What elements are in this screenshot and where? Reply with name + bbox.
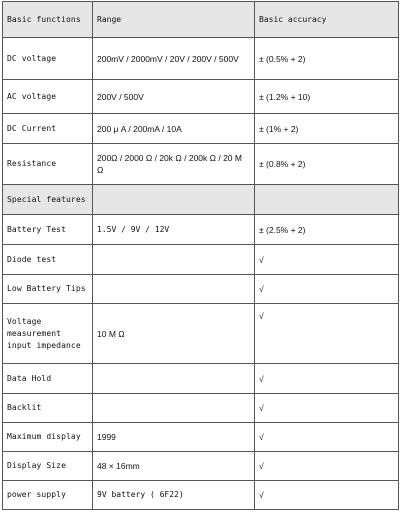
range-cell: 200 μ A / 200mA / 10A (93, 114, 255, 144)
table-row-power-supply (3, 481, 399, 510)
specifications-table (2, 1, 399, 510)
table-row-data-hold (3, 364, 399, 394)
table-row-battery-test (3, 215, 399, 245)
check-cell: √ (255, 394, 399, 423)
feature-cell: Diode test (3, 245, 93, 275)
table-row-maximum-display (3, 423, 399, 452)
table-row-backlit (3, 394, 399, 423)
feature-cell: Maximum display (3, 423, 93, 452)
feature-cell: DC Current (3, 114, 93, 144)
feature-cell: Battery Test (3, 215, 93, 245)
table-row-dc-voltage (3, 38, 399, 80)
check-cell: √ (255, 364, 399, 394)
feature-cell: power supply (3, 481, 93, 510)
check-cell: √ (255, 452, 399, 481)
feature-cell: Display Size (3, 452, 93, 481)
feature-cell: Low Battery Tips (3, 275, 93, 304)
check-cell: √ (255, 275, 399, 304)
value-cell (93, 245, 255, 275)
feature-cell: DC voltage (3, 38, 93, 80)
table-row-low-battery-tips (3, 275, 399, 304)
header-range: Range (93, 2, 255, 38)
header-basic-functions: Basic functions (3, 2, 93, 38)
empty-cell (93, 185, 255, 215)
check-cell: √ (255, 423, 399, 452)
range-cell: 200Ω / 2000 Ω / 20k Ω / 200k Ω / 20 M Ω (93, 144, 255, 185)
value-cell: 1.5V / 9V / 12V (93, 215, 255, 245)
special-features-header-row (3, 185, 399, 215)
feature-cell: Data Hold (3, 364, 93, 394)
table-row-dc-current (3, 114, 399, 144)
empty-cell (255, 185, 399, 215)
value-cell: 10 M Ω (93, 304, 255, 364)
feature-cell: Backlit (3, 394, 93, 423)
accuracy-cell: ± (0.8% + 2) (255, 144, 399, 185)
table-row-display-size (3, 452, 399, 481)
feature-cell: Voltage measurement input impedance (3, 304, 93, 364)
accuracy-cell: ± (1.2% + 10) (255, 80, 399, 114)
table-header-row (3, 2, 399, 38)
accuracy-cell: ± (2.5% + 2) (255, 215, 399, 245)
table-row-diode-test (3, 245, 399, 275)
feature-cell: Resistance (3, 144, 93, 185)
value-cell (93, 394, 255, 423)
value-cell: 48 × 16mm (93, 452, 255, 481)
special-features-label: Special features (3, 185, 93, 215)
header-basic-accuracy: Basic accuracy (255, 2, 399, 38)
value-cell (93, 275, 255, 304)
range-cell: 200mV / 2000mV / 20V / 200V / 500V (93, 38, 255, 80)
value-cell (93, 364, 255, 394)
check-cell: √ (255, 304, 399, 364)
check-cell: √ (255, 481, 399, 510)
value-cell: 9V battery ( 6F22) (93, 481, 255, 510)
value-cell: 1999 (93, 423, 255, 452)
table-row-input-impedance (3, 304, 399, 364)
feature-cell: AC voltage (3, 80, 93, 114)
check-cell: √ (255, 245, 399, 275)
accuracy-cell: ± (1% + 2) (255, 114, 399, 144)
range-cell: 200V / 500V (93, 80, 255, 114)
accuracy-cell: ± (0.5% + 2) (255, 38, 399, 80)
table-row-resistance (3, 144, 399, 185)
table-row-ac-voltage (3, 80, 399, 114)
